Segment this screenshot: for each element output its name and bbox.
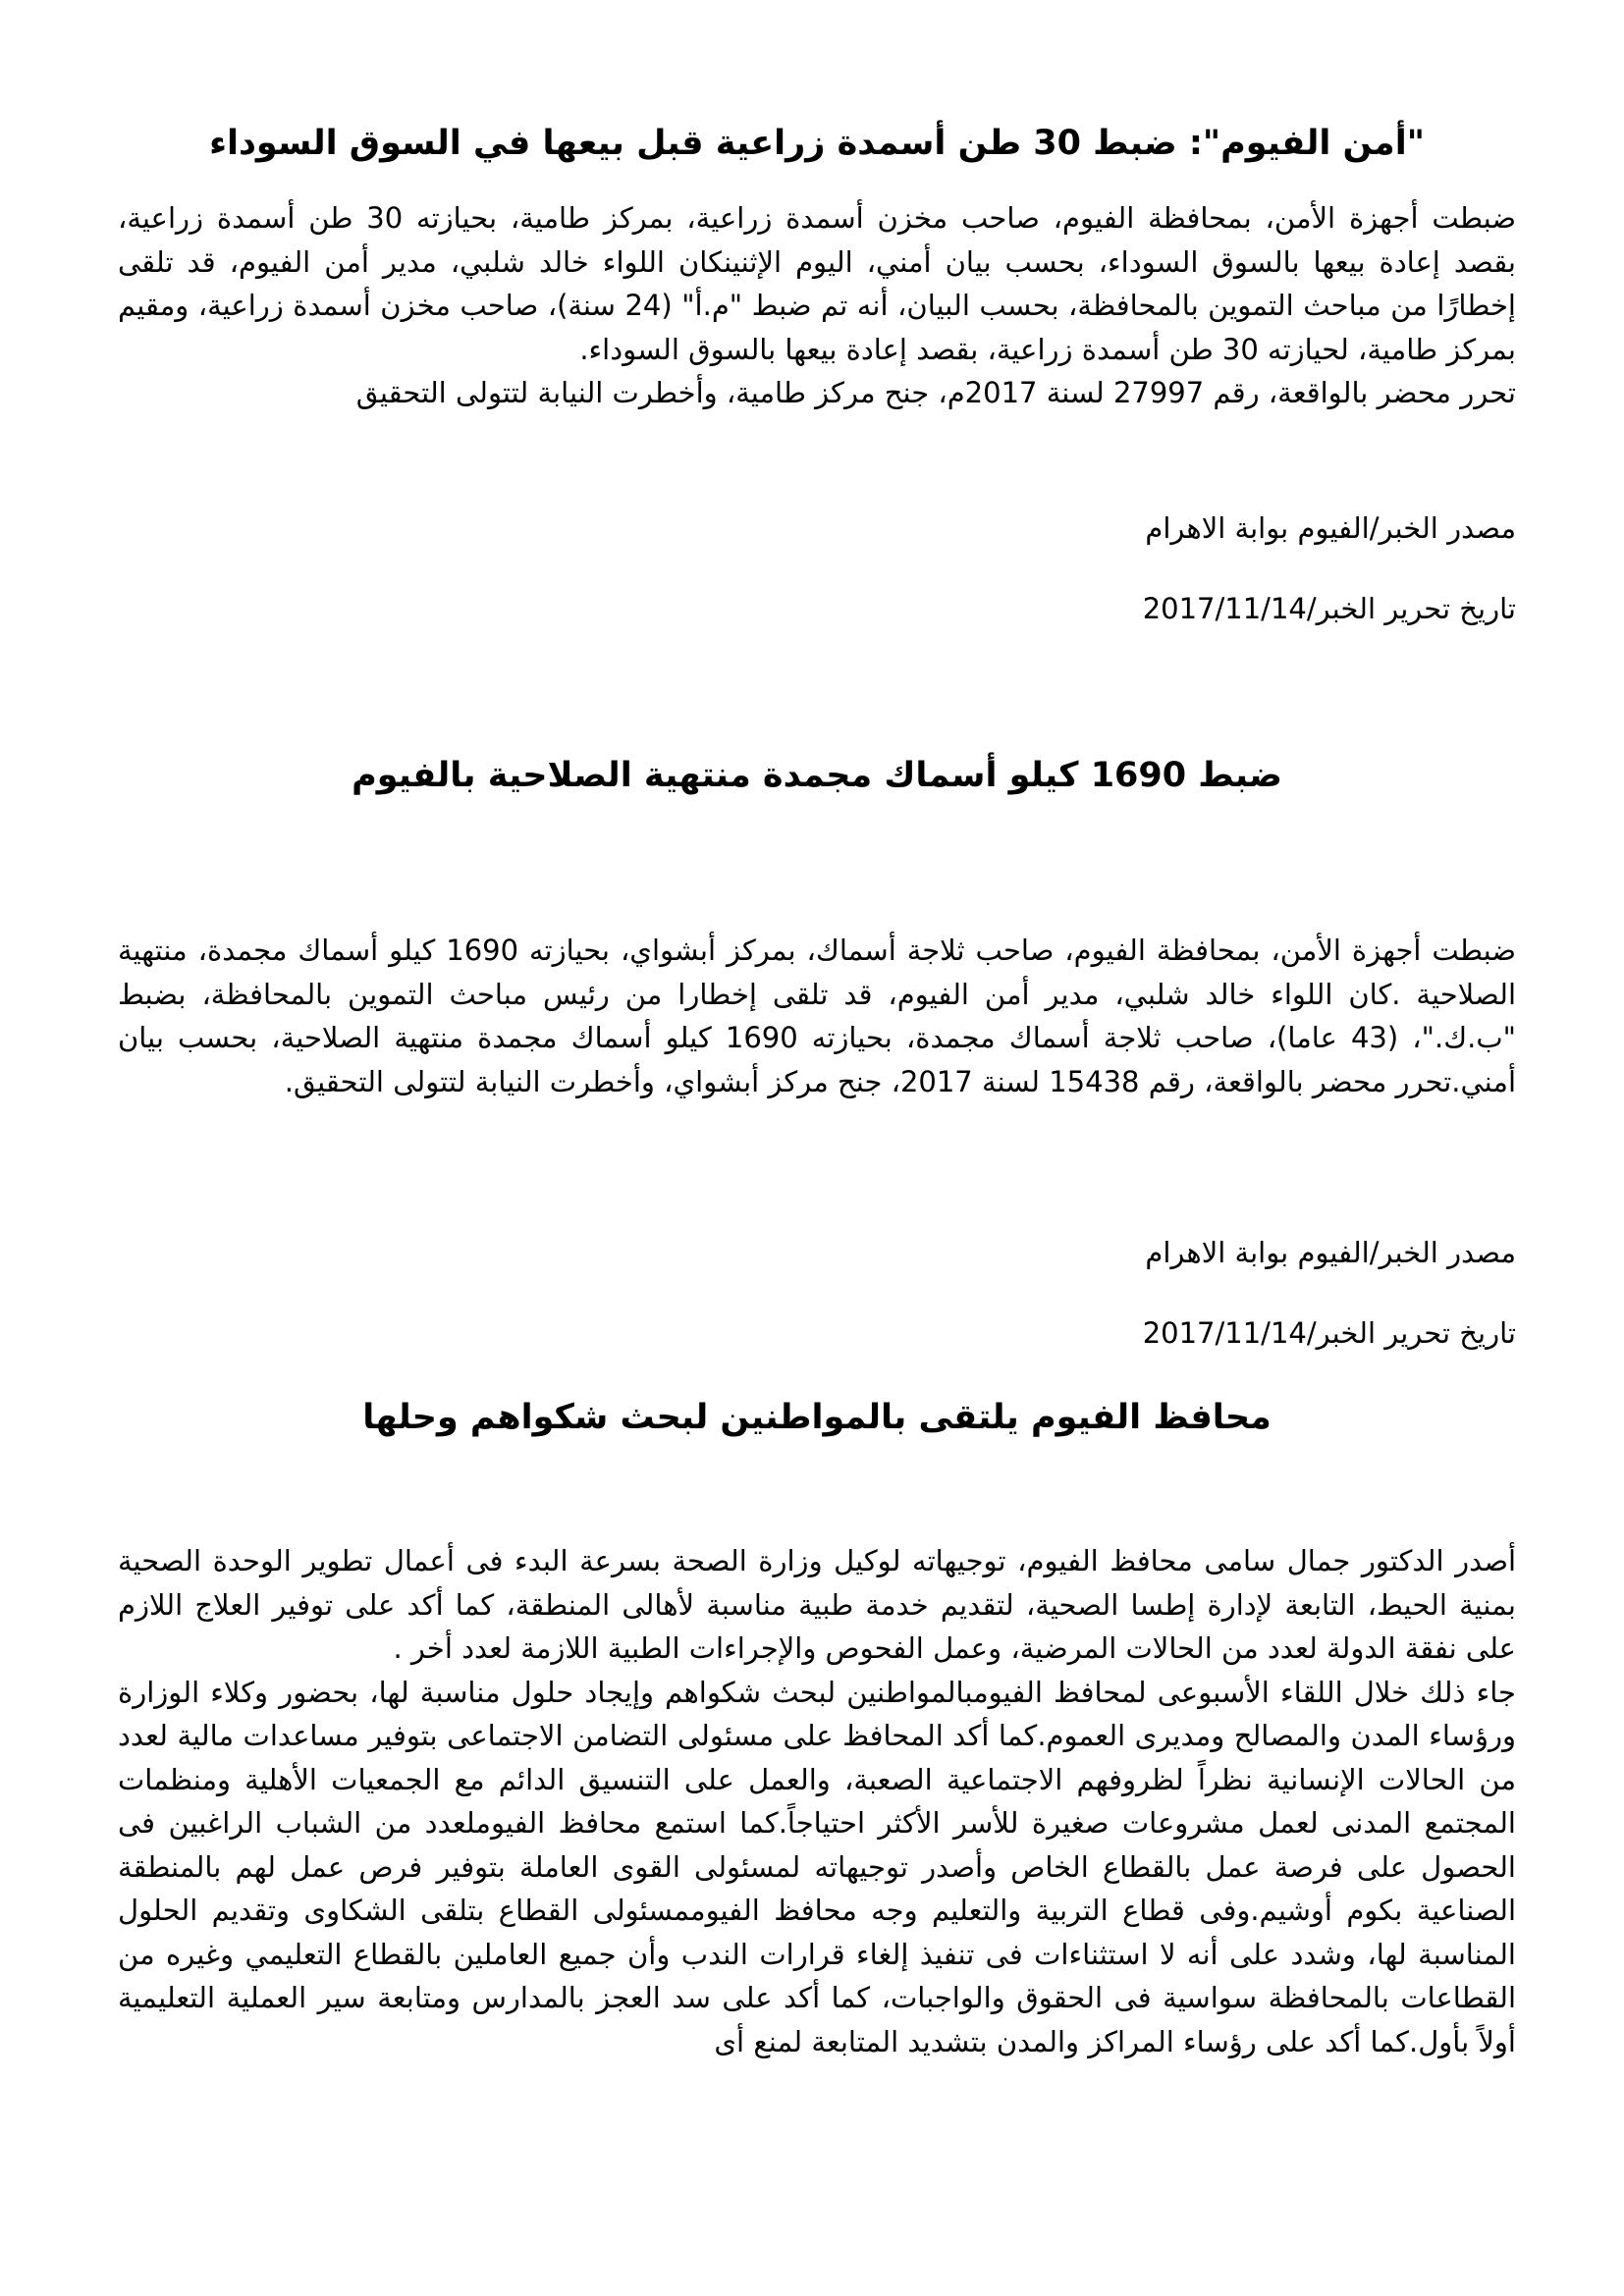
article-headline: "أمن الفيوم": ضبط 30 طن أسمدة زراعية قبل بيعها في السوق السوداء bbox=[209, 124, 1425, 163]
article-paragraph: ضبطت أجهزة الأمن، بمحافظة الفيوم، صاحب ثلاجة أسماك، بمركز أبشواي، بحيازته 1690 كيلو أسماك مجمدة، منتهية الصلاحية .كان اللواء خالد شلبي، مدير أمن الفيوم، قد تلقى إخطارا من رئيس مباحث التموين بالمحافظة، بضبط "ب.ك."، (43 عاما)، صاحب ثلاجة أسماك مجمدة، بحيازته 1690 كيلو أسماك مجمدة منتهية الصلاحية، بحسب بيان أمني.تحرر محضر بالواقعة، رقم 15438 لسنة 2017، جنح مركز أبشواي، وأخطرت النيابة لتتولى التحقيق. bbox=[118, 934, 1516, 1098]
article-body bbox=[118, 1539, 1516, 2063]
article-body bbox=[118, 929, 1516, 1103]
news-source: مصدر الخبر/الفيوم بوابة الاهرام bbox=[1145, 511, 1516, 545]
article-headline: ضبط 1690 كيلو أسماك مجمدة منتهية الصلاحية بالفيوم bbox=[352, 756, 1282, 795]
article-headline: محافظ الفيوم يلتقى بالمواطنين لبحث شكواهم وحلها bbox=[362, 1398, 1272, 1437]
article-paragraph: جاء ذلك خلال اللقاء الأسبوعى لمحافظ الفيومبالمواطنين لبحث شكواهم وإيجاد حلول مناسبة لها، بحضور وكلاء الوزارة ورؤساء المدن والمصالح ومديرى العموم.كما أكد المحافظ على مسئولى التضامن الاجتماعى بتوفير مساعدات مالية لعدد من الحالات الإنسانية نظراً لظروفهم الاجتماعية الصعبة، والعمل على التنسيق الدائم مع الجمعيات الأهلية ومنظمات المجتمع المدنى لعمل مشروعات صغيرة للأسر الأكثر احتياجاً.كما استمع محافظ الفيوملعدد من الشباب الراغبين فى الحصول على فرصة عمل بالقطاع الخاص وأصدر توجيهاته لمسئولى القوى العاملة بتوفير فرص عمل لهم بالمنطقة الصناعية بكوم أوشيم.وفى قطاع التربية والتعليم وجه محافظ الفيوممسئولى القطاع بتلقى الشكاوى وتقديم الحلول المناسبة لها، وشدد على أنه لا استثناءات فى تنفيذ إلغاء قرارات الندب وأن جميع العاملين بالقطاع التعليمي وغيره من القطاعات بالمحافظة سواسية فى الحقوق والواجبات، كما أكد على سد العجز بالمدارس ومتابعة سير العملية التعليمية أولاً بأول.كما أكد على رؤساء المراكز والمدن بتشديد المتابعة لمنع أى bbox=[118, 1675, 1516, 2058]
article-fish bbox=[118, 754, 1516, 797]
news-date: تاريخ تحرير الخبر/2017/11/14 bbox=[1142, 592, 1516, 625]
article-paragraph: ضبطت أجهزة الأمن، بمحافظة الفيوم، صاحب مخزن أسمدة زراعية، بمركز طامية، بحيازته 30 طن أسمدة زراعية، بقصد إعادة بيعها بالسوق السوداء، بحسب بيان أمني، اليوم الإثنينكان اللواء خالد شلبي، مدير أمن الفيوم، قد تلقى إخطارًا من مباحث التموين بالمحافظة، بحسب البيان، أنه تم ضبط "م.أ" (24 سنة)، صاحب مخزن أسمدة زراعية، ومقيم بمركز طامية، لحيازته 30 طن أسمدة زراعية، بقصد إعادة بيعها بالسوق السوداء. bbox=[118, 201, 1516, 366]
news-date: تاريخ تحرير الخبر/2017/11/14 bbox=[1142, 1316, 1516, 1350]
article-fertilizer-date bbox=[118, 589, 1516, 628]
article-governor bbox=[118, 1396, 1516, 1439]
article-fish-date bbox=[118, 1313, 1516, 1353]
article-governor-body bbox=[118, 1539, 1516, 2063]
article-fertilizer bbox=[118, 122, 1516, 165]
article-fertilizer-body bbox=[118, 196, 1516, 415]
article-fertilizer-source bbox=[118, 508, 1516, 548]
article-fish-body bbox=[118, 929, 1516, 1103]
article-paragraph: أصدر الدكتور جمال سامى محافظ الفيوم، توجيهاته لوكيل وزارة الصحة بسرعة البدء فى أعمال تطوير الوحدة الصحية بمنية الحيط، التابعة لإدارة إطسا الصحية، لتقديم خدمة طبية مناسبة لأهالى المنطقة، كما أكد على توفير العلاج اللازم على نفقة الدولة لعدد من الحالات المرضية، وعمل الفحوص والإجراءات الطبية اللازمة لعدد أخر . bbox=[118, 1544, 1516, 1665]
article-body bbox=[118, 196, 1516, 415]
article-paragraph: تحرر محضر بالواقعة، رقم 27997 لسنة 2017م، جنح مركز طامية، وأخطرت النيابة لتتولى التحقيق bbox=[355, 376, 1516, 409]
news-source: مصدر الخبر/الفيوم بوابة الاهرام bbox=[1145, 1236, 1516, 1269]
article-fish-source bbox=[118, 1233, 1516, 1272]
